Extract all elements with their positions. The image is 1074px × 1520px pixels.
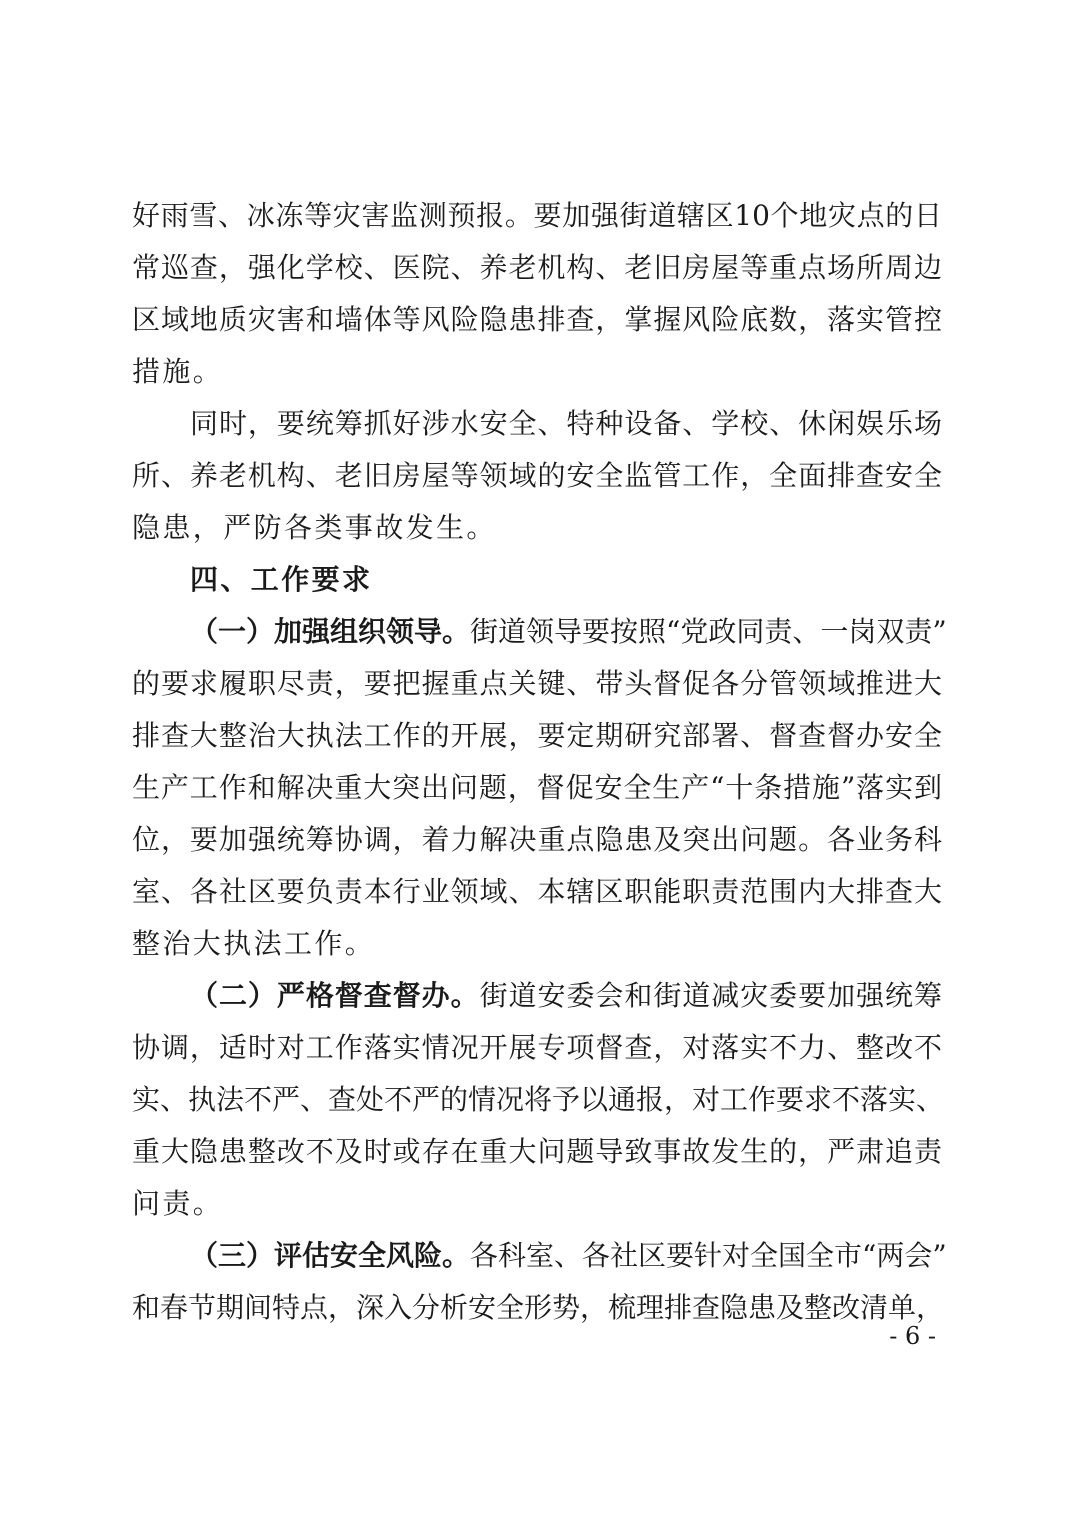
text-line: 生产工作和解决重大突出问题，督促安全生产“十条措施”落实到 bbox=[132, 771, 942, 804]
text-line: 重大隐患整改不及时或存在重大问题导致事故发生的，严肃追责 bbox=[132, 1135, 942, 1168]
text-line: 协调，适时对工作落实情况开展专项督查，对落实不力、整改不 bbox=[132, 1031, 942, 1064]
text-line: 的要求履职尽责，要把握重点关键、带头督促各分管领域推进大 bbox=[132, 667, 942, 700]
text-line: 常巡查，强化学校、医院、养老机构、老旧房屋等重点场所周边 bbox=[132, 251, 942, 284]
section-heading: 四、工作要求 bbox=[190, 563, 373, 596]
paragraph-start-line: 同时，要统筹抓好涉水安全、特种设备、学校、休闲娱乐场 bbox=[190, 407, 942, 440]
text-line: 区域地质灾害和墙体等风险隐患排查，掌握风险底数，落实管控 bbox=[132, 303, 942, 336]
paragraph-lead-rest: 街道安委会和街道减灾委要加强统筹 bbox=[479, 979, 942, 1012]
paragraph-lead: （二）严格督查督办。 bbox=[190, 979, 480, 1012]
paragraph-lead: （一）加强组织领导。 bbox=[190, 615, 471, 648]
text-line: 和春节期间特点，深入分析安全形势，梳理排查隐患及整改清单， bbox=[132, 1291, 945, 1324]
paragraph-start-line bbox=[190, 612, 947, 652]
text-line: 实、执法不严、查处不严的情况将予以通报，对工作要求不落实、 bbox=[132, 1083, 945, 1116]
text-line: 排查大整治大执法工作的开展，要定期研究部署、督查督办安全 bbox=[132, 719, 942, 752]
paragraph-start-line bbox=[190, 1236, 947, 1276]
paragraph-lead-rest: 各科室、各社区要针对全国全市“两会” bbox=[470, 1239, 947, 1272]
page-number: - 6 - bbox=[889, 1322, 936, 1350]
text-line: 措施。 bbox=[132, 355, 224, 388]
text-line: 整治大执法工作。 bbox=[132, 927, 376, 960]
text-line: 室、各社区要负责本行业领域、本辖区职能职责范围内大排查大 bbox=[132, 875, 942, 908]
paragraph-start-line bbox=[190, 976, 942, 1016]
text-line: 隐患，严防各类事故发生。 bbox=[132, 511, 497, 544]
paragraph-lead-rest: 街道领导要按照“党政同责、一岗双责” bbox=[470, 615, 947, 648]
text-line: 问责。 bbox=[132, 1187, 224, 1220]
text-line: 位，要加强统筹协调，着力解决重点隐患及突出问题。各业务科 bbox=[132, 823, 942, 856]
paragraph-lead: （三）评估安全风险。 bbox=[190, 1239, 471, 1272]
text-line: 所、养老机构、老旧房屋等领域的安全监管工作，全面排查安全 bbox=[132, 459, 942, 492]
text-line: 好雨雪、冰冻等灾害监测预报。要加强街道辖区10个地灾点的日 bbox=[132, 199, 942, 232]
